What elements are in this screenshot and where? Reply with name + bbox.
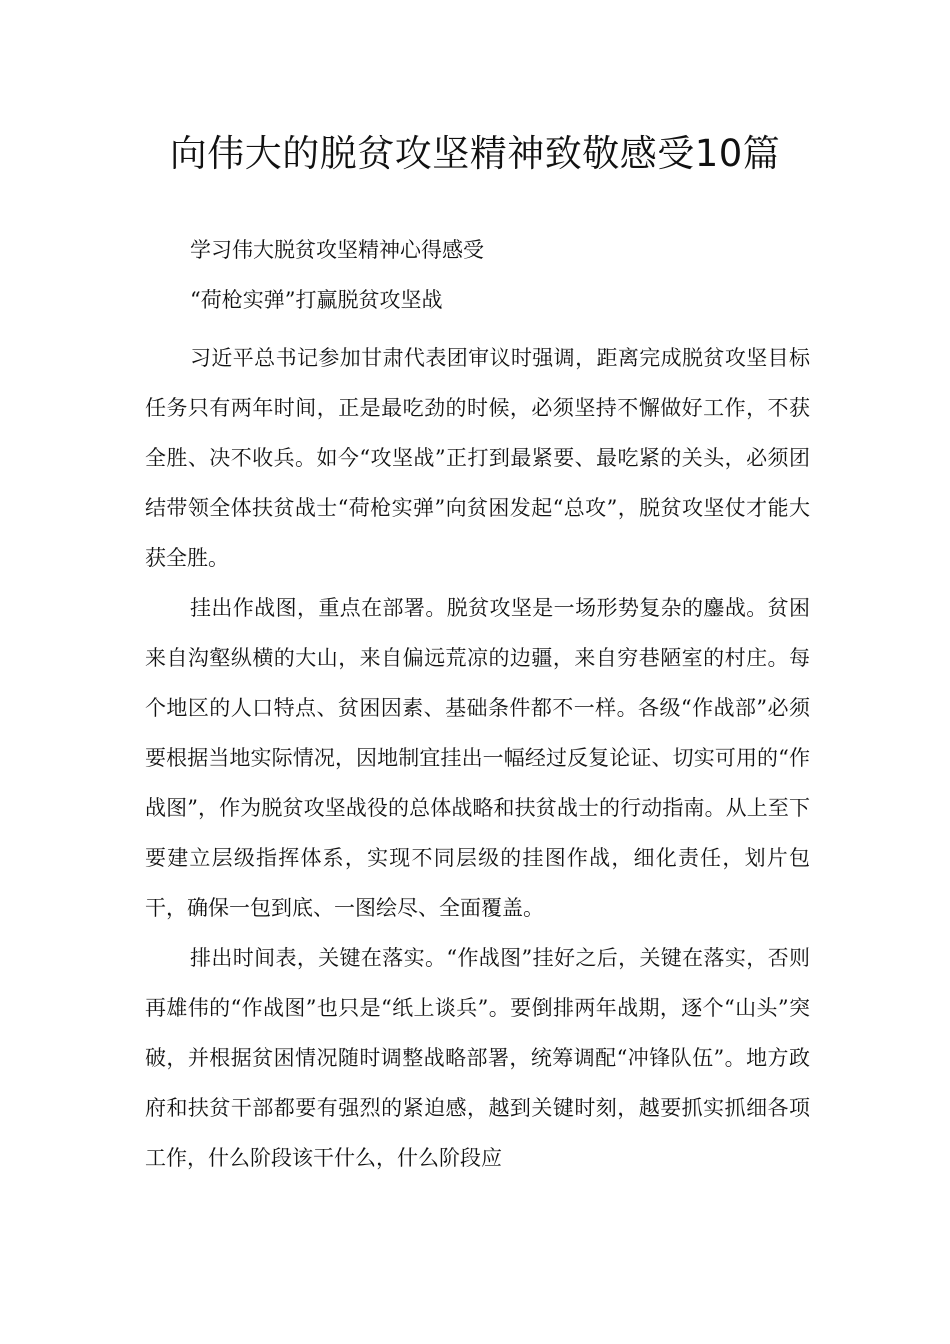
document-title: 向伟大的脱贫攻坚精神致敬感受10篇	[169, 132, 781, 175]
document-subtitle: 学习伟大脱贫攻坚精神心得感受	[190, 238, 484, 262]
section-heading: “荷枪实弹”打赢脱贫攻坚战	[190, 288, 443, 312]
paragraph: 习近平总书记参加甘肃代表团审议时强调，距离完成脱贫攻坚目标任务只有两年时间，正是最吃劲的时候，必须坚持不懈做好工作，不获全胜、决不收兵。如今“攻坚战”正打到最紧要、最吃紧的关头，必须团结带领全体扶贫战士“荷枪实弹”向贫困发起“总攻”，脱贫攻坚仗才能大获全胜。	[145, 346, 810, 570]
paragraph: 排出时间表，关键在落实。“作战图”挂好之后，关键在落实，否则再雄伟的“作战图”也只是“纸上谈兵”。要倒排两年战期，逐个“山头”突破，并根据贫困情况随时调整战略部署，统筹调配“冲锋队伍”。地方政府和扶贫干部都要有强烈的紧迫感，越到关键时刻，越要抓实抓细各项工作，什么阶段该干什么，什么阶段应	[145, 946, 810, 1170]
article-body	[145, 333, 810, 1183]
paragraph: 挂出作战图，重点在部署。脱贫攻坚是一场形势复杂的鏖战。贫困来自沟壑纵横的大山，来自偏远荒凉的边疆，来自穷巷陋室的村庄。每个地区的人口特点、贫困因素、基础条件都不一样。各级“作战部”必须要根据当地实际情况，因地制宜挂出一幅经过反复论证、切实可用的“作战图”，作为脱贫攻坚战役的总体战略和扶贫战士的行动指南。从上至下要建立层级指挥体系，实现不同层级的挂图作战，细化责任，划片包干，确保一包到底、一图绘尽、全面覆盖。	[145, 596, 810, 920]
